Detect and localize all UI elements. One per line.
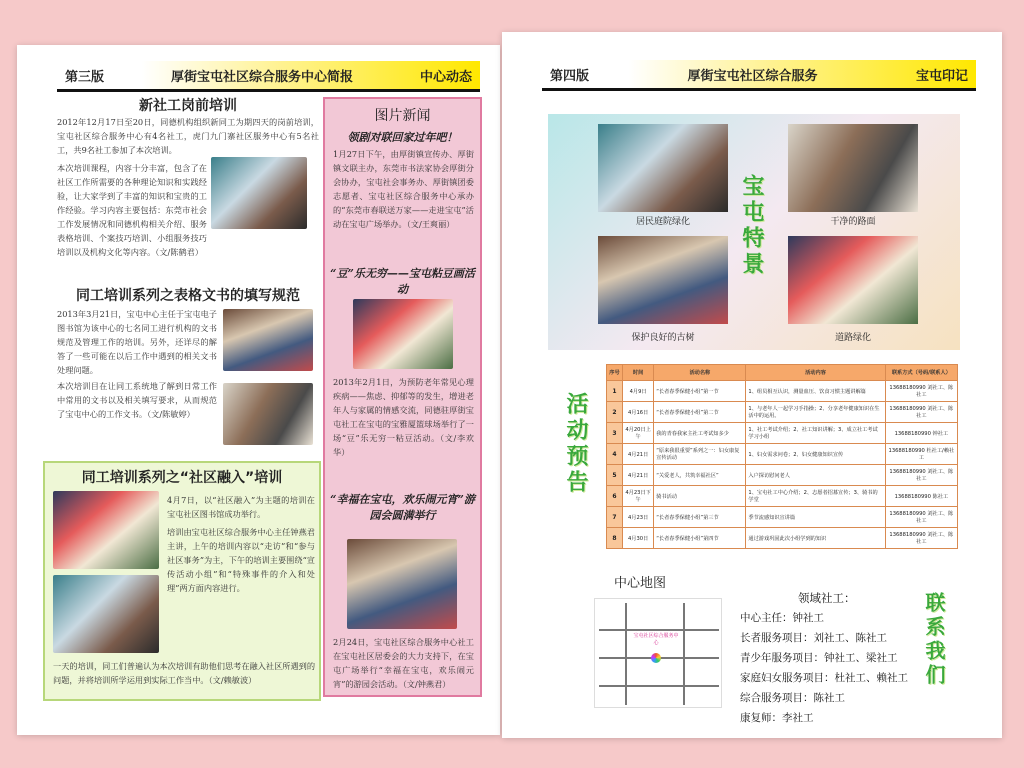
table-row — [607, 444, 958, 465]
activity-title: 活动预告 — [563, 392, 588, 496]
table-cell: 13688180990 钟社工 — [885, 423, 957, 444]
newsletter-title: 厚街宝屯社区综合服务 — [687, 68, 818, 84]
article-paragraph: 本次培训课程，内容十分丰富，包含了在社区工作所需要的各种理论知识和实践经验，让大家学到了丰富的知识和宝贵的工作经验。学习内容主要包括：东莞市社会工作发展情况和同德机构相关介绍、服务表格培训、个案技巧培训、小组服务技巧培训以及机构文化等内容。（文/陈鹤君） — [57, 163, 207, 257]
table-cell: 13688180990 刘社工、陈社工 — [885, 402, 957, 423]
lantern-festival-photo — [347, 539, 457, 629]
scenery-title: 宝屯特景 — [739, 174, 764, 278]
scenery-feature — [548, 114, 960, 350]
section-label: 中心动态 — [419, 69, 472, 85]
contact-us-title: 联系我们 — [922, 592, 946, 688]
page-four-header — [542, 60, 976, 88]
table-cell: 4月23日下午 — [623, 486, 654, 507]
table-row — [607, 486, 958, 507]
column-header: 序号 — [607, 365, 623, 381]
group-photo — [53, 491, 159, 569]
table-cell: 4月21日 — [623, 444, 654, 465]
section-label: 宝屯印记 — [915, 68, 968, 84]
photo-caption: 居民庭院绿化 — [635, 217, 690, 227]
contact-line: 康复师：李社工 — [740, 712, 814, 724]
table-cell: 13688180990 陈社工 — [885, 486, 957, 507]
news-paragraph: 1月27日下午，由厚街镇宣传办、厚街镇文联主办，东莞市书法家协会厚街分会协办，宝屯社会事务办、厚街镇团委志愿者、宝屯社区综合服务中心承办的“东莞市春联送万家——走进宝屯”活动在宝屯广场举办。（文/王爽丽） — [333, 149, 474, 229]
contact-line: 长者服务项目：刘社工、陈社工 — [740, 632, 887, 644]
news-paragraph: 2013年2月1日，为预防老年常见心理疾病——焦虑、抑郁等的发生，增进老年人与家属的情感交流，同德驻厚街宝屯社工在宝屯的宝雅厦篮球场举行了一场“豆”乐无穷一粘豆活动。（文/李欢华） — [333, 377, 474, 457]
article-paragraph: 培训由宝屯社区综合服务中心主任钟燕君主讲，上午的培训内容以“走访”和“参与社区事务”为主，下午的培训主要围绕“宣传活动小组”和“特殊事件的介入和处理”两方面内容进行。 — [167, 527, 315, 593]
community-training-box — [43, 461, 321, 701]
map-title: 中心地图 — [614, 576, 667, 591]
map-road — [599, 685, 719, 687]
table-cell: 7 — [607, 507, 623, 528]
table-cell: 2 — [607, 402, 623, 423]
map-road — [683, 603, 685, 705]
table-cell: 8 — [607, 528, 623, 549]
road-photo — [788, 124, 918, 212]
table-cell: 1、组员相互认识，测量血压、饮食习惯主题讲解篇 — [746, 381, 885, 402]
bean-art-photo — [353, 299, 453, 369]
table-cell: 4 — [607, 444, 623, 465]
contact-line: 青少年服务项目：钟社工、梁社工 — [740, 652, 898, 664]
table-cell: 季节流感知识宣讲篇 — [746, 507, 885, 528]
header-rule — [542, 88, 976, 91]
table-cell: 1 — [607, 381, 623, 402]
table-cell: 通过游戏巩固此次小组学到的知识 — [746, 528, 885, 549]
center-map — [594, 598, 722, 708]
table-row — [607, 528, 958, 549]
news-headline: 领剧对联回家过年吧！ — [347, 131, 458, 144]
table-cell: “长者春季保健小组”第二节 — [654, 402, 746, 423]
edition-label: 第四版 — [550, 68, 590, 84]
table-cell: “长者春季保健小组”第三节 — [654, 507, 746, 528]
center-marker-icon — [651, 653, 661, 663]
table-cell: 4月30日 — [623, 528, 654, 549]
table-cell: 1、宝屯社工中心介绍；2、志愿者招募宣传；3、骑书的学堂 — [746, 486, 885, 507]
old-tree-photo — [598, 236, 728, 324]
table-cell: 5 — [607, 465, 623, 486]
roadside-greenery-photo — [788, 236, 918, 324]
column-header: 活动内容 — [746, 365, 885, 381]
photo-caption: 保护良好的古树 — [631, 333, 695, 343]
table-cell: “原来我很重要”系列之一：妇女康复宣传活动 — [654, 444, 746, 465]
article-title: 新社工岗前培训 — [139, 98, 237, 114]
table-cell: 4月20日上午 — [623, 423, 654, 444]
classroom-photo — [223, 383, 313, 445]
table-row — [607, 402, 958, 423]
article-paragraph: 4月7日，以“社区融入”为主题的培训在宝屯社区图书馆成功举行。 — [167, 495, 315, 519]
page-three-header — [57, 61, 480, 89]
column-header: 活动名称 — [654, 365, 746, 381]
contact-line: 综合服务项目：陈社工 — [740, 692, 845, 704]
article-paragraph: 2013年3月21日，宝屯中心主任于宝屯电子图书馆为该中心的七名同工进行机构的文书规范及管理工作的培训。另外，还详尽的解答了一些可能在以后工作中遇到的相关文书处理问题。 — [57, 309, 217, 375]
workshop-photo — [53, 575, 159, 653]
photo-caption: 道路绿化 — [834, 333, 871, 343]
table-row — [607, 465, 958, 486]
table-cell: 13688180990 刘社工、陈社工 — [885, 507, 957, 528]
page-four — [502, 32, 1002, 738]
table-cell: 13688180990 刘社工、陈社工 — [885, 528, 957, 549]
map-road — [625, 603, 627, 705]
article-title: 同工培训系列之表格文书的填写规范 — [76, 288, 300, 304]
table-cell: 我的青春我家主社工考试知多少 — [654, 423, 746, 444]
table-cell: 4月21日 — [623, 465, 654, 486]
picture-news-title: 图片新闻 — [374, 108, 431, 124]
table-cell: 骑书活动 — [654, 486, 746, 507]
table-row — [607, 423, 958, 444]
contact-list — [740, 588, 908, 728]
column-header: 时间 — [623, 365, 654, 381]
meeting-photo — [223, 309, 313, 371]
table-cell: 1、与老年人一起学习手指操；2、分享老年健康知识在生活中的运用。 — [746, 402, 885, 423]
table-cell: 4月16日 — [623, 402, 654, 423]
article-paragraph: 2012年12月17日至20日，同德机构组织新同工为期四天的岗前培训，宝屯社区综合服务中心有4名社工，虎门九门寨社区服务中心有5名社工，共9名社工参加了本次培训。 — [57, 117, 319, 155]
map-road — [599, 629, 719, 631]
table-cell: 13688180990 刘社工、陈社工 — [885, 381, 957, 402]
photo-caption: 干净的路面 — [830, 217, 876, 227]
contact-title: 领域社工： — [798, 591, 856, 605]
article-paragraph: 一天的培训，同工们普遍认为本次培训有助他们思考在融入社区所遇到的问题，并将培训所学运用到实际工作当中。（文/赖敏波） — [53, 661, 315, 685]
news-headline: “豆”乐无穷——宝屯粘豆画活动 — [330, 267, 475, 296]
table-cell: “关爱老人，共筑幸福社区” — [654, 465, 746, 486]
table-cell: 4月23日 — [623, 507, 654, 528]
table-cell: 1、妇女需求问卷；2、妇女健康知识宣传 — [746, 444, 885, 465]
table-header-row — [607, 365, 958, 381]
contact-line: 中心主任：钟社工 — [740, 612, 824, 624]
table-cell: “长者春季保健小组”第一节 — [654, 381, 746, 402]
column-header: 联系方式（号码/联系人） — [885, 365, 957, 381]
training-photo — [211, 157, 307, 229]
table-row — [607, 507, 958, 528]
table-cell: “长者春季保健小组”第四节 — [654, 528, 746, 549]
news-headline: “幸福在宝屯，欢乐闹元宵”游园会圆满举行 — [330, 493, 475, 522]
table-cell: 1、社工考试介绍；2、社工知识讲解；3、成立社工考试学习小组 — [746, 423, 885, 444]
picture-news-box — [323, 97, 482, 697]
table-cell: 入户探访慰问老人 — [746, 465, 885, 486]
table-cell: 13688180990 杜社工/赖社工 — [885, 444, 957, 465]
table-cell: 3 — [607, 423, 623, 444]
activity-table — [606, 364, 958, 549]
table-cell: 13688180990 刘社工、陈社工 — [885, 465, 957, 486]
contact-line: 家庭妇女服务项目：杜社工、赖社工 — [740, 672, 908, 684]
edition-label: 第三版 — [65, 69, 105, 85]
header-rule — [57, 89, 480, 92]
article-paragraph: 本次培训目在让同工系统地了解到日常工作中常用的文书以及相关填写要求，从而规范了宝屯中心的工作文书。（文/陈敏婷） — [57, 381, 217, 419]
courtyard-photo — [598, 124, 728, 212]
table-cell: 4月9日 — [623, 381, 654, 402]
table-row — [607, 381, 958, 402]
table-cell: 6 — [607, 486, 623, 507]
article-title: 同工培训系列之“社区融入”培训 — [81, 470, 283, 486]
newsletter-title: 厚街宝屯社区综合服务中心简报 — [170, 69, 353, 85]
page-three — [17, 45, 500, 735]
map-center-label: 宝屯社区综合服务中心 — [633, 633, 679, 646]
news-paragraph: 2月24日，宝屯社区综合服务中心社工在宝屯社区居委会的大力支持下，在宝屯广场举行“幸福在宝屯，欢乐闹元宵”的游园会活动。（文/钟燕君） — [333, 637, 474, 689]
